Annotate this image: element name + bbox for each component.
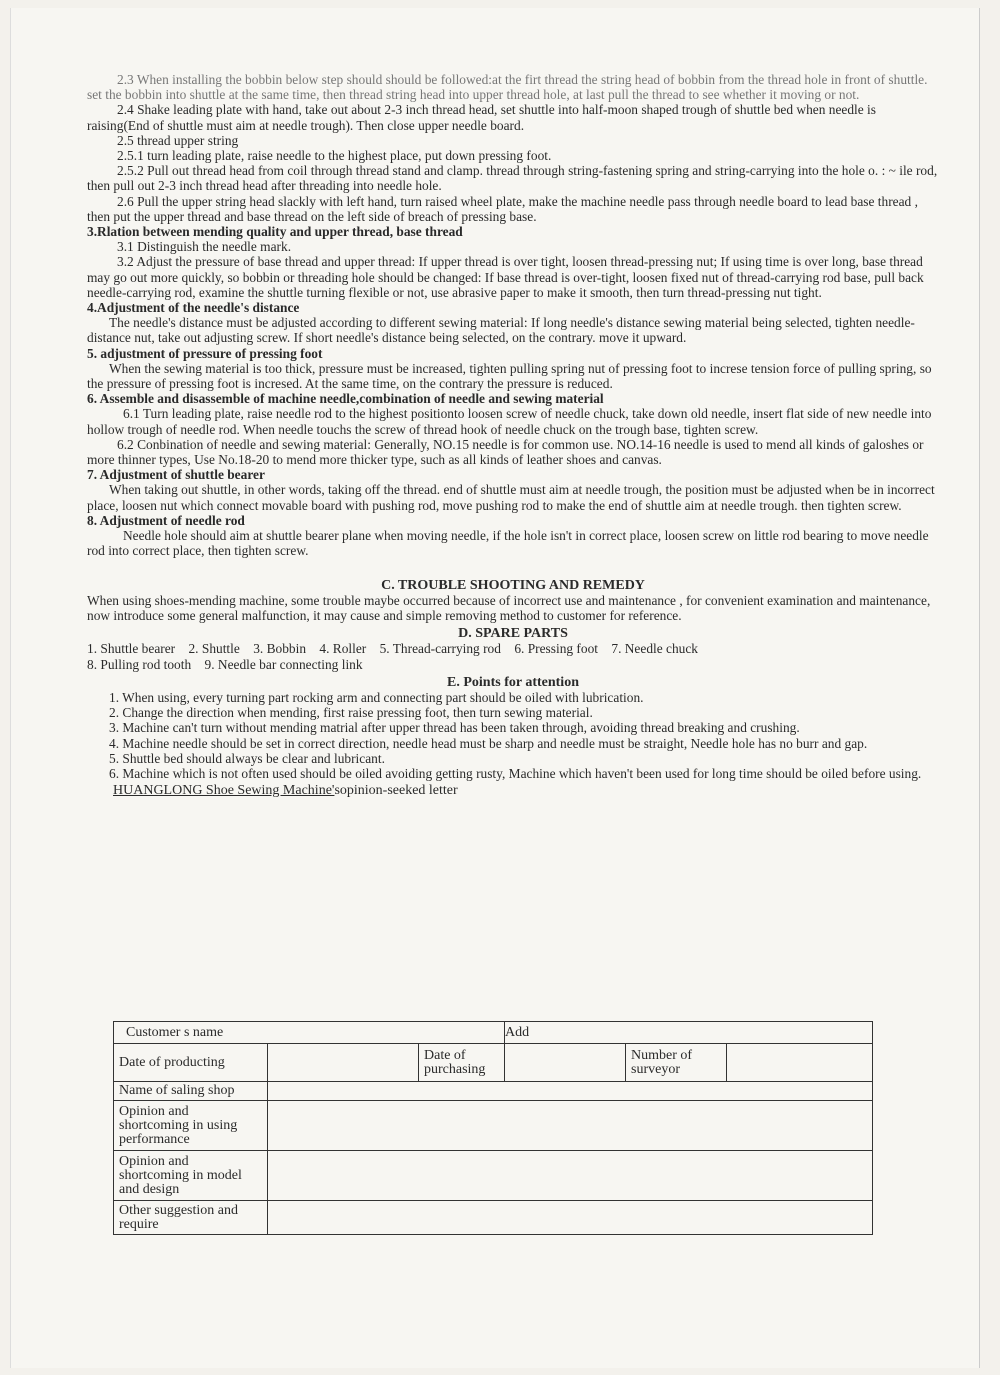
address-label: Add [505,1022,873,1044]
para-5: When the sewing material is too thick, pressure must be increased, tighten pulling spring nut of pressing foot to increse tension force of pulling spring, so the pressure of pressing foot is incresed. At the same time, on the contrary the pressure is reduced. [87,360,932,392]
section-c-body: When using shoes-mending machine, some trouble maybe occurred because of incorrect use and maintenance , for convenient examination and maintenance, now introduce some general malfunction, it may cause and simple removing method to customer for reference. [87,592,931,623]
spare-part: 6. Pressing foot [514,641,599,657]
opinion-model-label: Opinion and shortcoming in model and design [114,1151,268,1201]
heading-5: 5. adjustment of pressure of pressing foot [87,345,323,361]
date-purchasing-field[interactable] [505,1044,626,1082]
para-2-5-1: 2.5.1 turn leading plate, raise needle to the highest place, put down pressing foot. [117,148,552,164]
letter-title-suffix: sopinion-seeked letter [334,783,458,799]
para-2-5: 2.5 thread upper string [117,132,239,148]
form-row-opinion-using [114,1101,873,1151]
attention-item: 1. When using, every turning part rocking arm and connecting part should be oiled with lubrication. [109,689,644,705]
attention-item: 4. Machine needle should be set in correct direction, needle head must be sharp and needle must be straight, Needle hole has no burr and gap. [109,735,868,751]
spare-part: 3. Bobbin [253,641,307,657]
manual-text [87,72,939,798]
heading-7: 7. Adjustment of shuttle bearer [87,467,265,483]
saling-shop-field[interactable] [268,1082,873,1101]
attention-item: 6. Machine which is not often used should be oiled avoiding getting rusty, Machine which haven't been used for long time should be oiled before using. [109,765,922,781]
para-2-3: 2.3 When installing the bobbin below step should should be followed:at the firt thread the string head of bobbin from the thread hole in front of shuttle. set the bobbin into shuttle at the same time, then thread string head into upper thread hole, at last pull the thread to see whether it moving or not. [87,72,928,103]
heading-4: 4.Adjustment of the needle's distance [87,300,300,316]
number-surveyor-field[interactable] [727,1044,873,1082]
spare-parts-row-2 [87,657,939,672]
para-2-4: 2.4 Shake leading plate with hand, take out about 2-3 inch thread head, set shuttle into half-moon shaped trough of shuttle bed when needle is raising(End of shuttle must aim at needle trough). Then close upper needle board. [87,102,876,133]
saling-shop-label: Name of saling shop [114,1082,268,1101]
other-suggestion-label: Other suggestion and require [114,1201,268,1235]
para-3-2: 3.2 Adjust the pressure of base thread and upper thread: If upper thread is over tight, loosen thread-pressing nut; If using time is over long, base thread may go out more quickly, so bobbin or threading hole should be changed: If base thread is over-tight, loosen fixed nut of thread-carrying rod base, pull back needle-carrying rod, examine the shuttle turning flexible or not, use abrasive paper to make it smooth, then turn thread-pressing nut tight. [87,254,924,300]
heading-3: 3.Rlation between mending quality and upper thread, base thread [87,224,463,240]
letter-title [87,783,939,798]
para-7: When taking out shuttle, in other words, taking off the thread. end of shuttle must aim at needle trough, the position must be adjusted when be in incorrect place, loosen nut which connect movable board with pushing rod, move pushing rod to make the end of shuttle aim at needle trough. then tighten screw. [87,482,935,513]
section-e-title: E. Points for attention [447,674,579,690]
other-suggestion-field[interactable] [268,1201,873,1235]
number-surveyor-label: Number of surveyor [626,1044,727,1082]
form-row-dates [114,1044,873,1082]
form-row-opinion-model [114,1151,873,1201]
date-producting-label: Date of producting [114,1044,268,1082]
customer-name-label: Customer s name [114,1022,505,1044]
attention-item: 5. Shuttle bed should always be clear and lubricant. [109,750,385,766]
attention-item: 3. Machine can't turn without mending matrial after upper thread has been taken through, avoiding thread breaking and crushing. [109,720,800,736]
letter-title-name: HUANGLONG Shoe Sewing Machine' [113,783,335,799]
spare-part: 9. Needle bar connecting link [204,656,363,672]
heading-6: 6. Assemble and disassemble of machine needle,combination of needle and sewing material [87,391,604,407]
form-row-shop [114,1082,873,1101]
spare-part: 4. Roller [319,641,367,657]
para-6-1: 6.1 Turn leading plate, raise needle rod to the highest positionto loosen screw of needle chuck, take down old needle, insert flat side of new needle into hollow trough of needle rod. When needle touchs the screw of thread hook of needle chuck on the trough base, tighten screw. [87,406,932,437]
spare-part: 2. Shuttle [188,641,240,657]
para-6-2: 6.2 Conbination of needle and sewing material: Generally, NO.15 needle is for common use. NO.14-16 needle is used to mend all kinds of galoshes or more thinner types, Use No.18-20 to mend more thicker type, such as all kinds of leather shoes and canvas. [87,436,924,468]
opinion-using-field[interactable] [268,1101,873,1151]
spare-parts-row-1 [87,641,939,656]
para-8: Needle hole should aim at shuttle bearer plane when moving needle, if the hole isn't in correct place, loosen screw on little rod bearing to move needle rod into correct place, then tighten screw. [87,528,929,559]
section-d-title: D. SPARE PARTS [458,626,568,642]
spare-part: 5. Thread-carrying rod [379,641,501,657]
opinion-using-label: Opinion and shortcoming in using performance [114,1101,268,1151]
para-2-6: 2.6 Pull the upper string head slackly with left hand, turn raised wheel plate, make the machine needle pass through needle board to lead base thread , then put the upper thread and base thread on the left side of breach of pressing base. [87,193,918,224]
section-c-title: C. TROUBLE SHOOTING AND REMEDY [381,577,645,593]
opinion-form-table [113,1021,873,1235]
date-purchasing-label: Date of purchasing [419,1044,505,1082]
spare-part: 8. Pulling rod tooth [87,656,192,672]
attention-item: 2. Change the direction when mending, first raise pressing foot, then turn sewing material. [109,705,593,721]
para-3-1: 3.1 Distinguish the needle mark. [117,239,292,255]
spare-part: 1. Shuttle bearer [87,641,176,657]
date-producting-field[interactable] [268,1044,419,1082]
form-row-other [114,1201,873,1235]
para-4: The needle's distance must be adjusted according to different sewing material: If long needle's distance sewing material being selected, tighten needle-distance nut, take out adjusting screw. If short needle's distance being selected, on the contrary. move it upward. [87,315,915,346]
form-row-customer [114,1022,873,1044]
heading-8: 8. Adjustment of needle rod [87,512,245,528]
spare-part: 7. Needle chuck [611,641,699,657]
para-2-5-2: 2.5.2 Pull out thread head from coil through thread stand and clamp. thread through string-fastening spring and string-carrying into the hole o. : ~ ile rod, then pull out 2-3 inch thread head after threading into needle hole. [87,163,938,194]
opinion-model-field[interactable] [268,1151,873,1201]
